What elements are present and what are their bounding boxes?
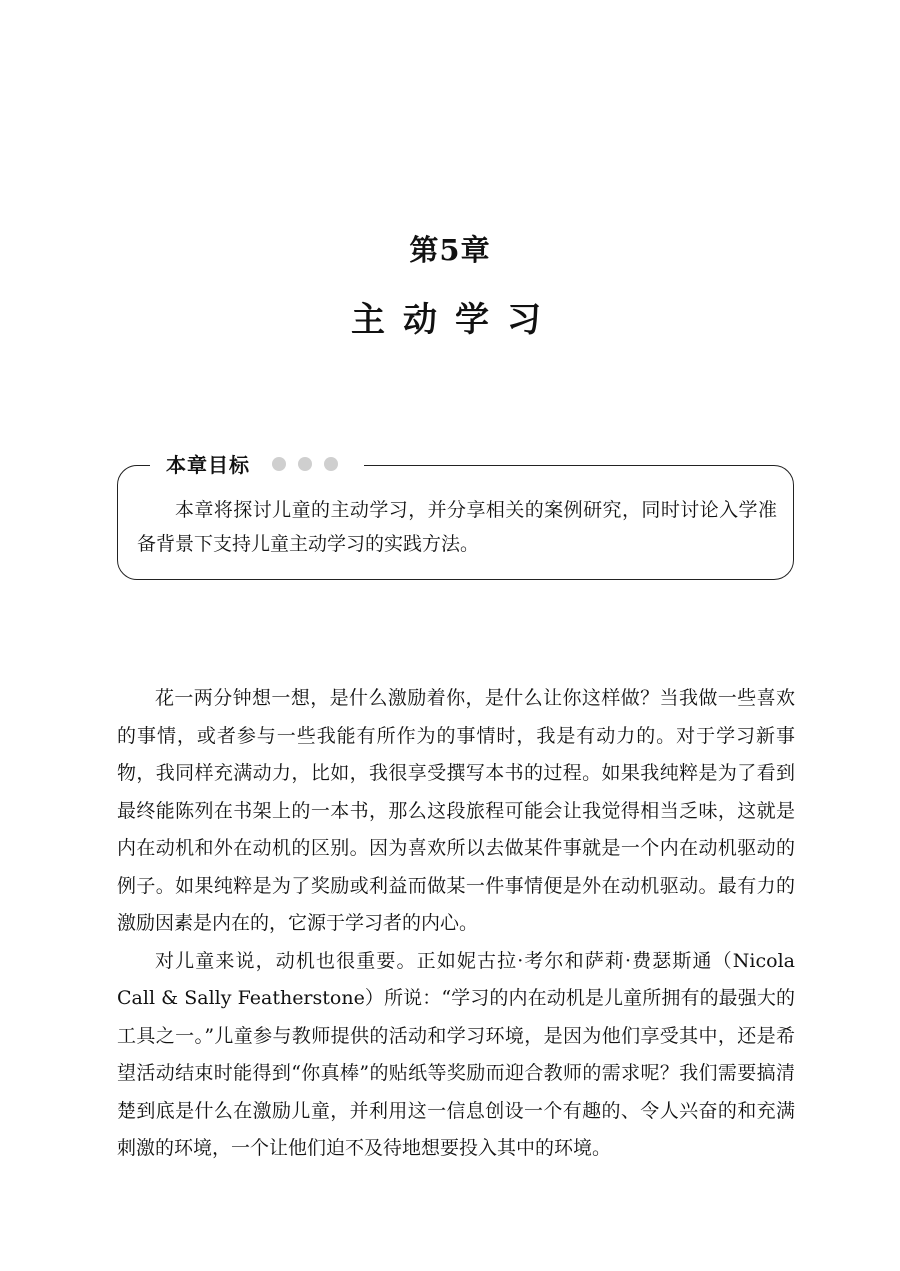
paragraph-1: 花一两分钟想一想，是什么激励着你，是什么让你这样做？当我做一些喜欢的事情，或者参与一些我能有所作为的事情时，我是有动力的。对于学习新事物，我同样充满动力，比如，我很享受撰写本书的过程。如果我纯粹是为了看到最终能陈列在书架上的一本书，那么这段旅程可能会让我觉得相当乏味，这就是内在动机和外在动机的区别。因为喜欢所以去做某件事就是一个内在动机驱动的例子。如果纯粹是为了奖励或利益而做某一件事情便是外在动机驱动。最有力的激励因素是内在的，它源于学习者的内心。 [117, 687, 795, 934]
chapter-objectives-label: 本章目标 [166, 453, 250, 477]
decorative-dot-2 [298, 457, 312, 471]
decorative-dot-1 [272, 457, 286, 471]
chapter-number: 第5章 [409, 233, 491, 267]
body-text [117, 680, 795, 1168]
paragraph-2: 对儿童来说，动机也很重要。正如妮古拉·考尔和萨莉·费瑟斯通（Nicola Call & Sally Featherstone）所说：“学习的内在动机是儿童所拥有的最强大的工具之一。”儿童参与教师提供的活动和学习环境，是因为他们享受其中，还是希望活动结束时能得到“你真棒”的贴纸等奖励而迎合教师的需求呢？我们需要搞清楚到底是什么在激励儿童，并利用这一信息创设一个有趣的、令人兴奋的和充满刺激的环境，一个让他们迫不及待地想要投入其中的环境。 [117, 949, 795, 1159]
chapter-title: 主动学习 [351, 300, 559, 340]
chapter-objectives-text: 本章将探讨儿童的主动学习，并分享相关的案例研究，同时讨论入学准备背景下支持儿童主动学习的实践方法。 [137, 499, 777, 555]
chapter-objectives-heading [150, 449, 364, 478]
decorative-dot-3 [324, 457, 338, 471]
